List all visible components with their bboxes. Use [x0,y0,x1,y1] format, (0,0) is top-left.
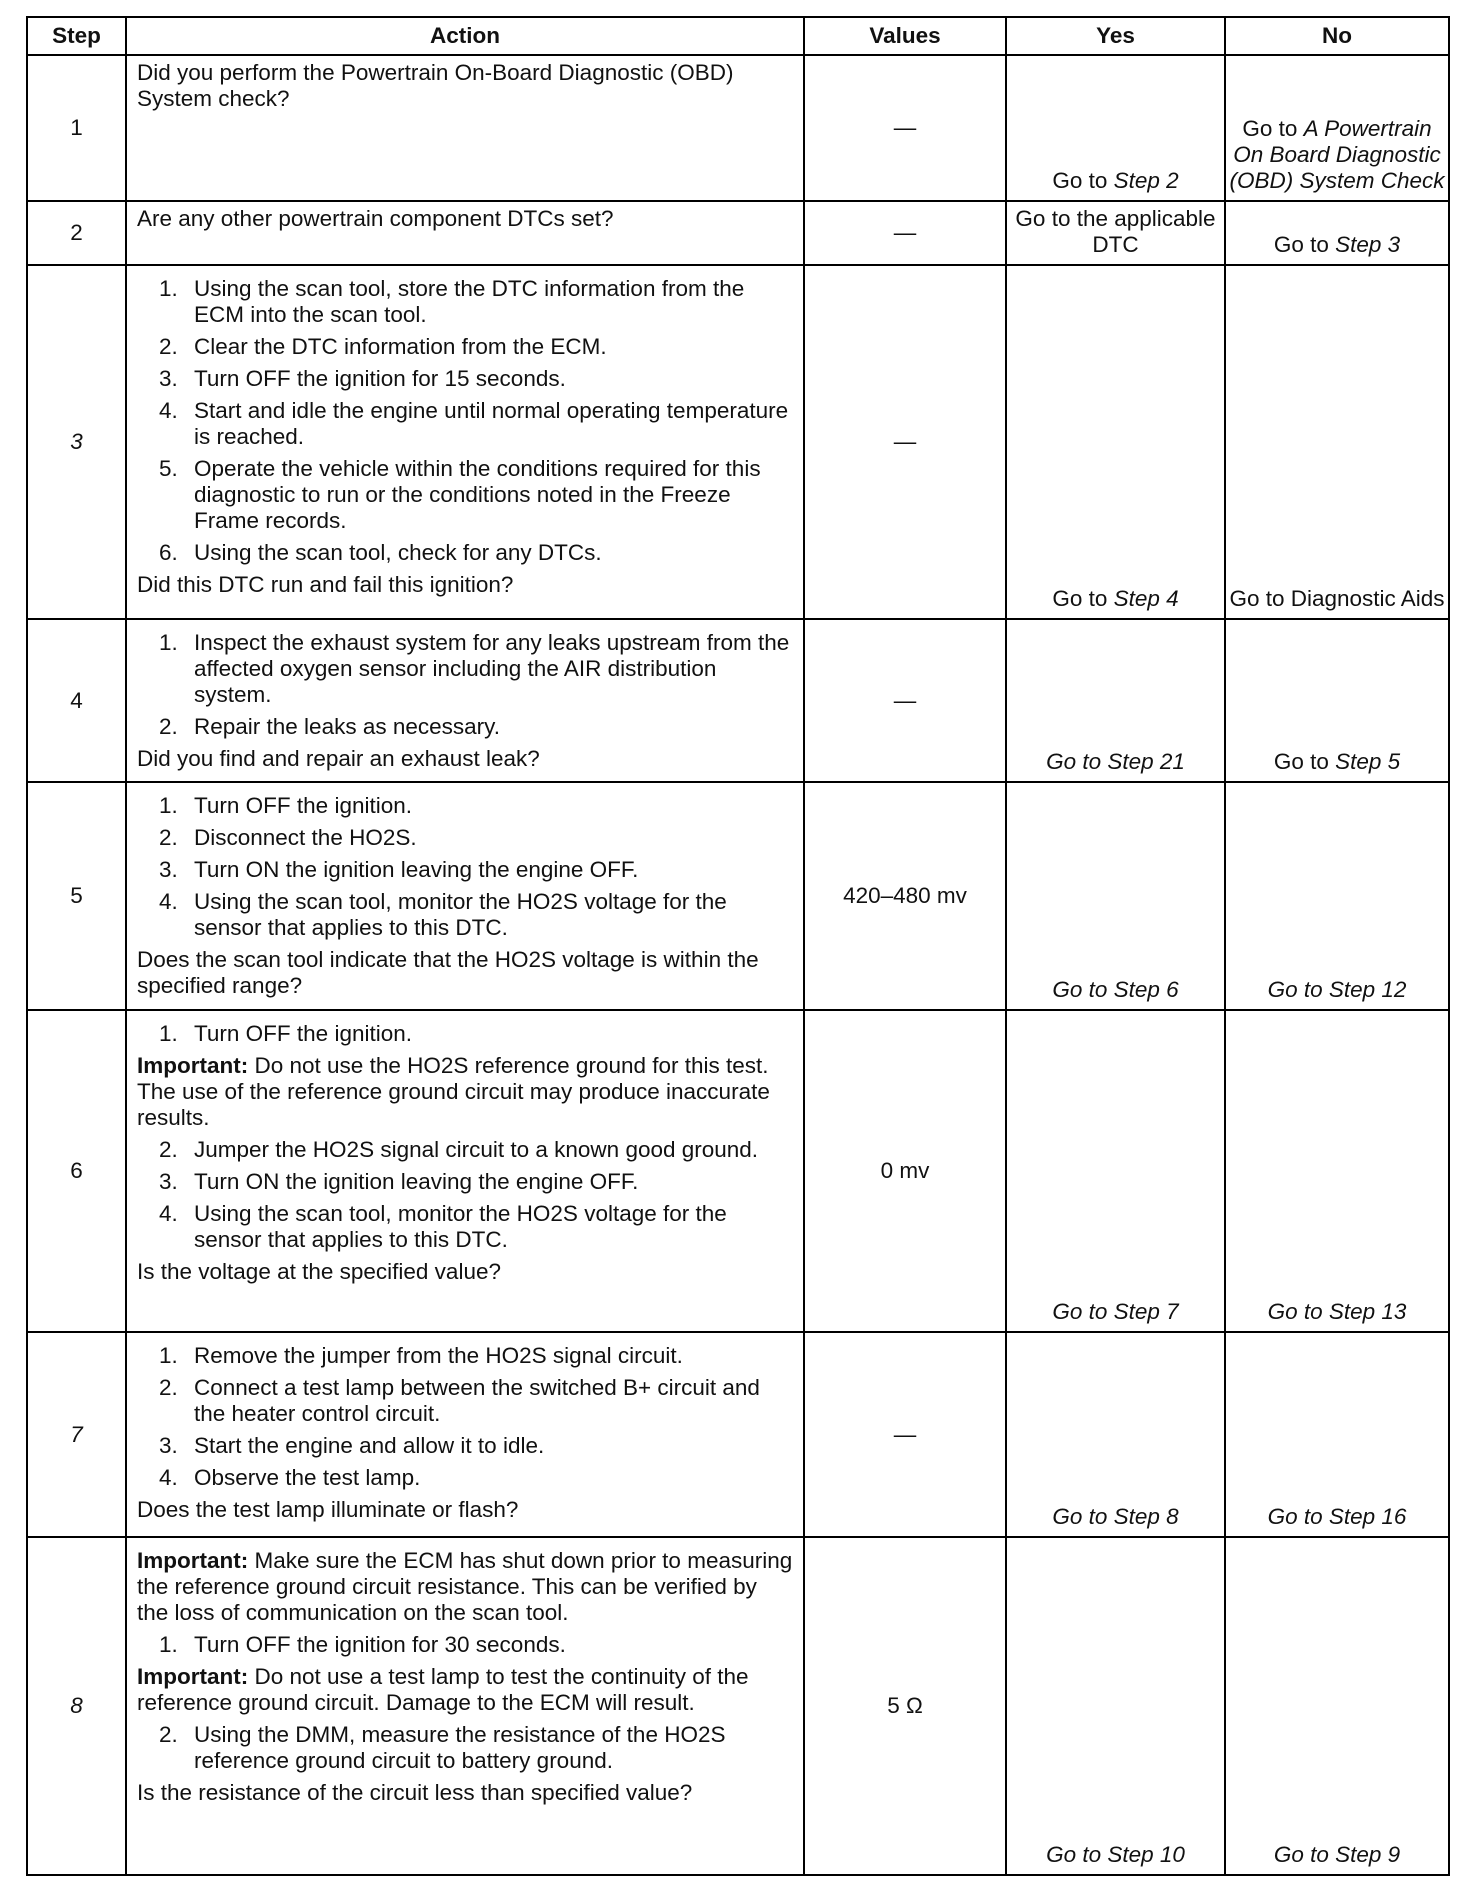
list-item: 2. Repair the leaks as necessary. [159,714,500,739]
list-item: 2. Clear the DTC information from the ECM. [159,334,607,359]
step-number: 2 [27,201,126,265]
no-cell [1225,619,1449,782]
important-note: Important: Make sure the ECM has shut down prior to measuring the reference ground circuit resistance. This can be verified by the loss of communication on the scan tool. [137,1548,793,1625]
header-row [27,17,1449,55]
action-cell [126,265,804,619]
no-link[interactable]: Go to Step 16 [1225,1332,1449,1537]
no-link[interactable]: Step 5 [1335,749,1401,774]
no-link[interactable]: Go to Step 13 [1225,1010,1449,1332]
step-number: 8 [27,1537,126,1875]
question-text: Did you find and repair an exhaust leak? [137,746,540,771]
procedure-list [137,1343,793,1491]
no-prefix: Go to [1273,232,1336,257]
no-link[interactable]: Go to Step 9 [1225,1537,1449,1875]
list-item: 3. Start the engine and allow it to idle. [159,1433,545,1458]
procedure-list [137,1137,793,1253]
question-text: Does the scan tool indicate that the HO2S voltage is within the specified range? [137,947,759,998]
question-text: Are any other powertrain component DTCs set? [137,206,614,231]
list-item: 4. Using the scan tool, monitor the HO2S voltage for the sensor that applies to this DTC. [159,1201,727,1252]
value-cell: — [804,1332,1006,1537]
step-number: 6 [27,1010,126,1332]
header-no: No [1225,17,1449,55]
table-row [27,1332,1449,1537]
action-cell [126,1537,804,1875]
table-row [27,201,1449,265]
no-prefix: Go to [1242,116,1304,141]
no-link[interactable]: Step 3 [1335,232,1401,257]
list-item: 3. Turn OFF the ignition for 15 seconds. [159,366,566,391]
procedure-list [137,1632,793,1658]
step-number: 3 [27,265,126,619]
action-cell [126,201,804,265]
value-cell: 420–480 mv [804,782,1006,1010]
action-cell [126,782,804,1010]
yes-link[interactable]: Step 4 [1113,586,1179,611]
question-text: Is the resistance of the circuit less than specified value? [137,1780,693,1805]
no-link[interactable]: A Powertrain On Board Diagnostic (OBD) System Check [1229,116,1445,193]
yes-link[interactable]: Go to Step 7 [1006,1010,1225,1332]
yes-cell [1006,55,1225,201]
no-cell [1225,201,1449,265]
important-note: Important: Do not use the HO2S reference ground for this test. The use of the reference ground circuit may produce inaccurate results. [137,1053,770,1130]
yes-link[interactable]: Go to Step 6 [1006,782,1225,1010]
list-item: 2. Jumper the HO2S signal circuit to a known good ground. [159,1137,759,1162]
list-item: 2. Using the DMM, measure the resistance of the HO2S reference ground circuit to battery ground. [159,1722,726,1773]
value-cell: — [804,55,1006,201]
step-number: 5 [27,782,126,1010]
value-cell: 5 Ω [804,1537,1006,1875]
value-cell: — [804,201,1006,265]
table-row [27,1537,1449,1875]
question-text: Did this DTC run and fail this ignition? [137,572,514,597]
action-cell [126,55,804,201]
diagnostic-table [26,16,1450,1876]
list-item: 4. Observe the test lamp. [159,1465,421,1490]
list-item: 5. Operate the vehicle within the conditions required for this diagnostic to run or the conditions noted in the Freeze Frame records. [159,456,761,533]
diagnostic-table-page [26,16,1448,1876]
yes-cell[interactable]: Go to the applicable DTC [1006,201,1225,265]
list-item: 3. Turn ON the ignition leaving the engine OFF. [159,857,639,882]
yes-link[interactable]: Go to Step 10 [1006,1537,1225,1875]
header-action: Action [126,17,804,55]
no-prefix: Go to [1273,749,1336,774]
procedure-list [137,276,793,566]
yes-cell [1006,265,1225,619]
yes-prefix: Go to [1052,168,1114,193]
procedure-list [137,630,793,740]
no-cell[interactable]: Go to Diagnostic Aids [1225,265,1449,619]
question-text: Is the voltage at the specified value? [137,1259,501,1284]
table-row [27,782,1449,1010]
header-step: Step [27,17,126,55]
action-cell [126,1010,804,1332]
list-item: 4. Using the scan tool, monitor the HO2S voltage for the sensor that applies to this DTC. [159,889,727,940]
list-item: 2. Disconnect the HO2S. [159,825,417,850]
list-item: 1. Inspect the exhaust system for any leaks upstream from the affected oxygen sensor including the AIR distribution system. [159,630,790,707]
table-row [27,1010,1449,1332]
question-text: Did you perform the Powertrain On-Board Diagnostic (OBD) System check? [137,60,734,111]
list-item: 1. Turn OFF the ignition for 30 seconds. [159,1632,566,1657]
important-note: Important: Do not use a test lamp to test the continuity of the reference ground circuit. Damage to the ECM will result. [137,1664,749,1715]
no-cell [1225,55,1449,201]
yes-link[interactable]: Go to Step 8 [1006,1332,1225,1537]
list-item: 6. Using the scan tool, check for any DTCs. [159,540,602,565]
action-cell [126,1332,804,1537]
list-item: 1. Using the scan tool, store the DTC information from the ECM into the scan tool. [159,276,745,327]
value-cell: — [804,619,1006,782]
no-link[interactable]: Go to Step 12 [1225,782,1449,1010]
yes-prefix: Go to [1052,586,1114,611]
step-number: 1 [27,55,126,201]
action-cell [126,619,804,782]
table-row [27,55,1449,201]
step-number: 7 [27,1332,126,1537]
question-text: Does the test lamp illuminate or flash? [137,1497,519,1522]
procedure-list [137,793,793,941]
list-item: 4. Start and idle the engine until normal operating temperature is reached. [159,398,789,449]
header-values: Values [804,17,1006,55]
yes-link[interactable]: Step 2 [1113,168,1179,193]
list-item: 1. Remove the jumper from the HO2S signal circuit. [159,1343,683,1368]
step-number: 4 [27,619,126,782]
list-item: 3. Turn ON the ignition leaving the engine OFF. [159,1169,639,1194]
value-cell: 0 mv [804,1010,1006,1332]
yes-link[interactable]: Go to Step 21 [1006,619,1225,782]
header-yes: Yes [1006,17,1225,55]
table-row [27,619,1449,782]
list-item: 1. Turn OFF the ignition. [159,1021,413,1046]
value-cell: — [804,265,1006,619]
list-item: 1. Turn OFF the ignition. [159,793,413,818]
table-row [27,265,1449,619]
list-item: 2. Connect a test lamp between the switched B+ circuit and the heater control circuit. [159,1375,760,1426]
procedure-list [137,1722,793,1774]
procedure-list [137,1021,793,1047]
